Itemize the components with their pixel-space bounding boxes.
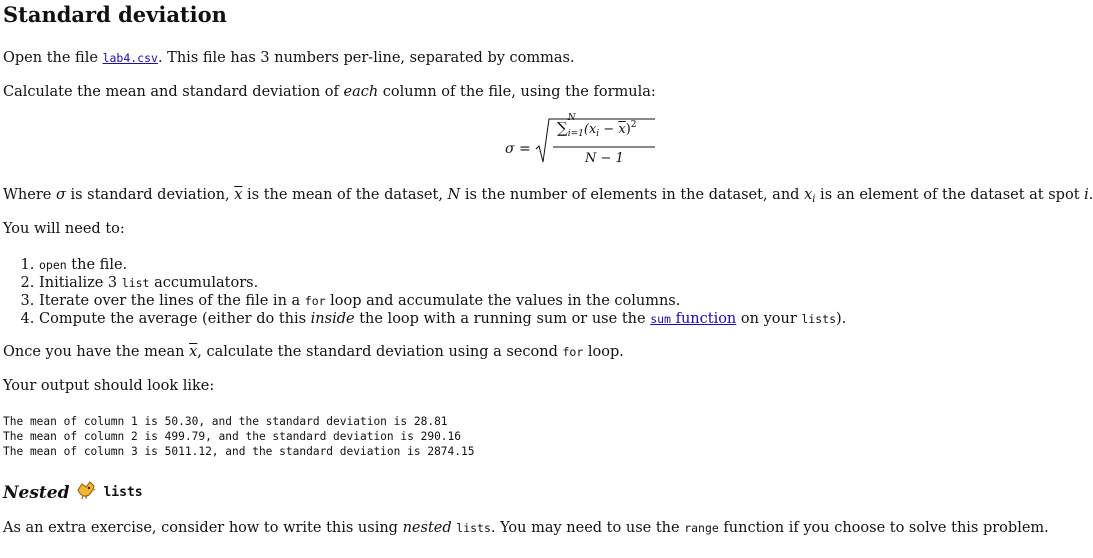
intro-text: Open the file xyxy=(3,50,103,66)
std-dev-formula xyxy=(505,112,665,172)
output-line: The mean of column 3 is 5011.12, and the standard deviation is 2874.15 xyxy=(3,445,475,458)
definitions-paragraph: Where σ is standard deviation, $\overline{x}$ is the mean of the dataset, N is the number of elements in the dataset, and $x_i$ is an element of the dataset at spot i. xyxy=(3,187,1093,205)
page-title: Standard deviation xyxy=(3,2,227,27)
output-line: The mean of column 1 is 50.30, and the standard deviation is 28.81 xyxy=(3,415,448,428)
intro-text-end: . This file has 3 numbers per-line, separated by commas. xyxy=(157,50,575,66)
list-item: 4. Compute the average (either do this inside the loop with a running sum or use the sum function on your lists). xyxy=(39,310,846,328)
calc-paragraph: Calculate the mean and standard deviation of each column of the file, using the formula: xyxy=(3,84,656,100)
list-item: 1. open the file. xyxy=(39,256,846,274)
list-item: 2. Initialize 3 list accumulators. xyxy=(39,274,846,292)
intro-paragraph xyxy=(3,50,575,66)
steps-list xyxy=(3,256,846,328)
emphasis-each: each xyxy=(343,84,379,100)
list-item: 3. Iterate over the lines of the file in a for loop and accumulate the values in the columns. xyxy=(39,292,846,310)
formula-numerator: ∑ N $_{i=1}(x_i - \overline{x})^2$ xyxy=(557,113,637,139)
output-intro-paragraph: Your output should look like: xyxy=(3,378,215,394)
file-link[interactable]: lab4.csv xyxy=(102,51,158,65)
nested-lists-heading: Nested lists xyxy=(3,480,143,505)
extra-exercise-paragraph: As an extra exercise, consider how to write this using nested lists. You may need to use the range function if you choose to solve this problem. xyxy=(3,520,1049,536)
sample-output-block xyxy=(3,414,474,459)
formula-sigma: σ xyxy=(505,141,515,157)
mean-paragraph: Once you have the mean $\overline{x}$, calculate the standard deviation using a second for loop. xyxy=(3,344,624,360)
need-to-paragraph: You will need to: xyxy=(3,221,125,237)
formula-denominator: N − 1 xyxy=(585,151,624,166)
output-line: The mean of column 2 is 499.79, and the standard deviation is 290.16 xyxy=(3,430,462,443)
formula-equals: = xyxy=(519,141,531,157)
bird-icon xyxy=(75,480,97,505)
sum-function-link[interactable]: sum function xyxy=(650,311,737,327)
